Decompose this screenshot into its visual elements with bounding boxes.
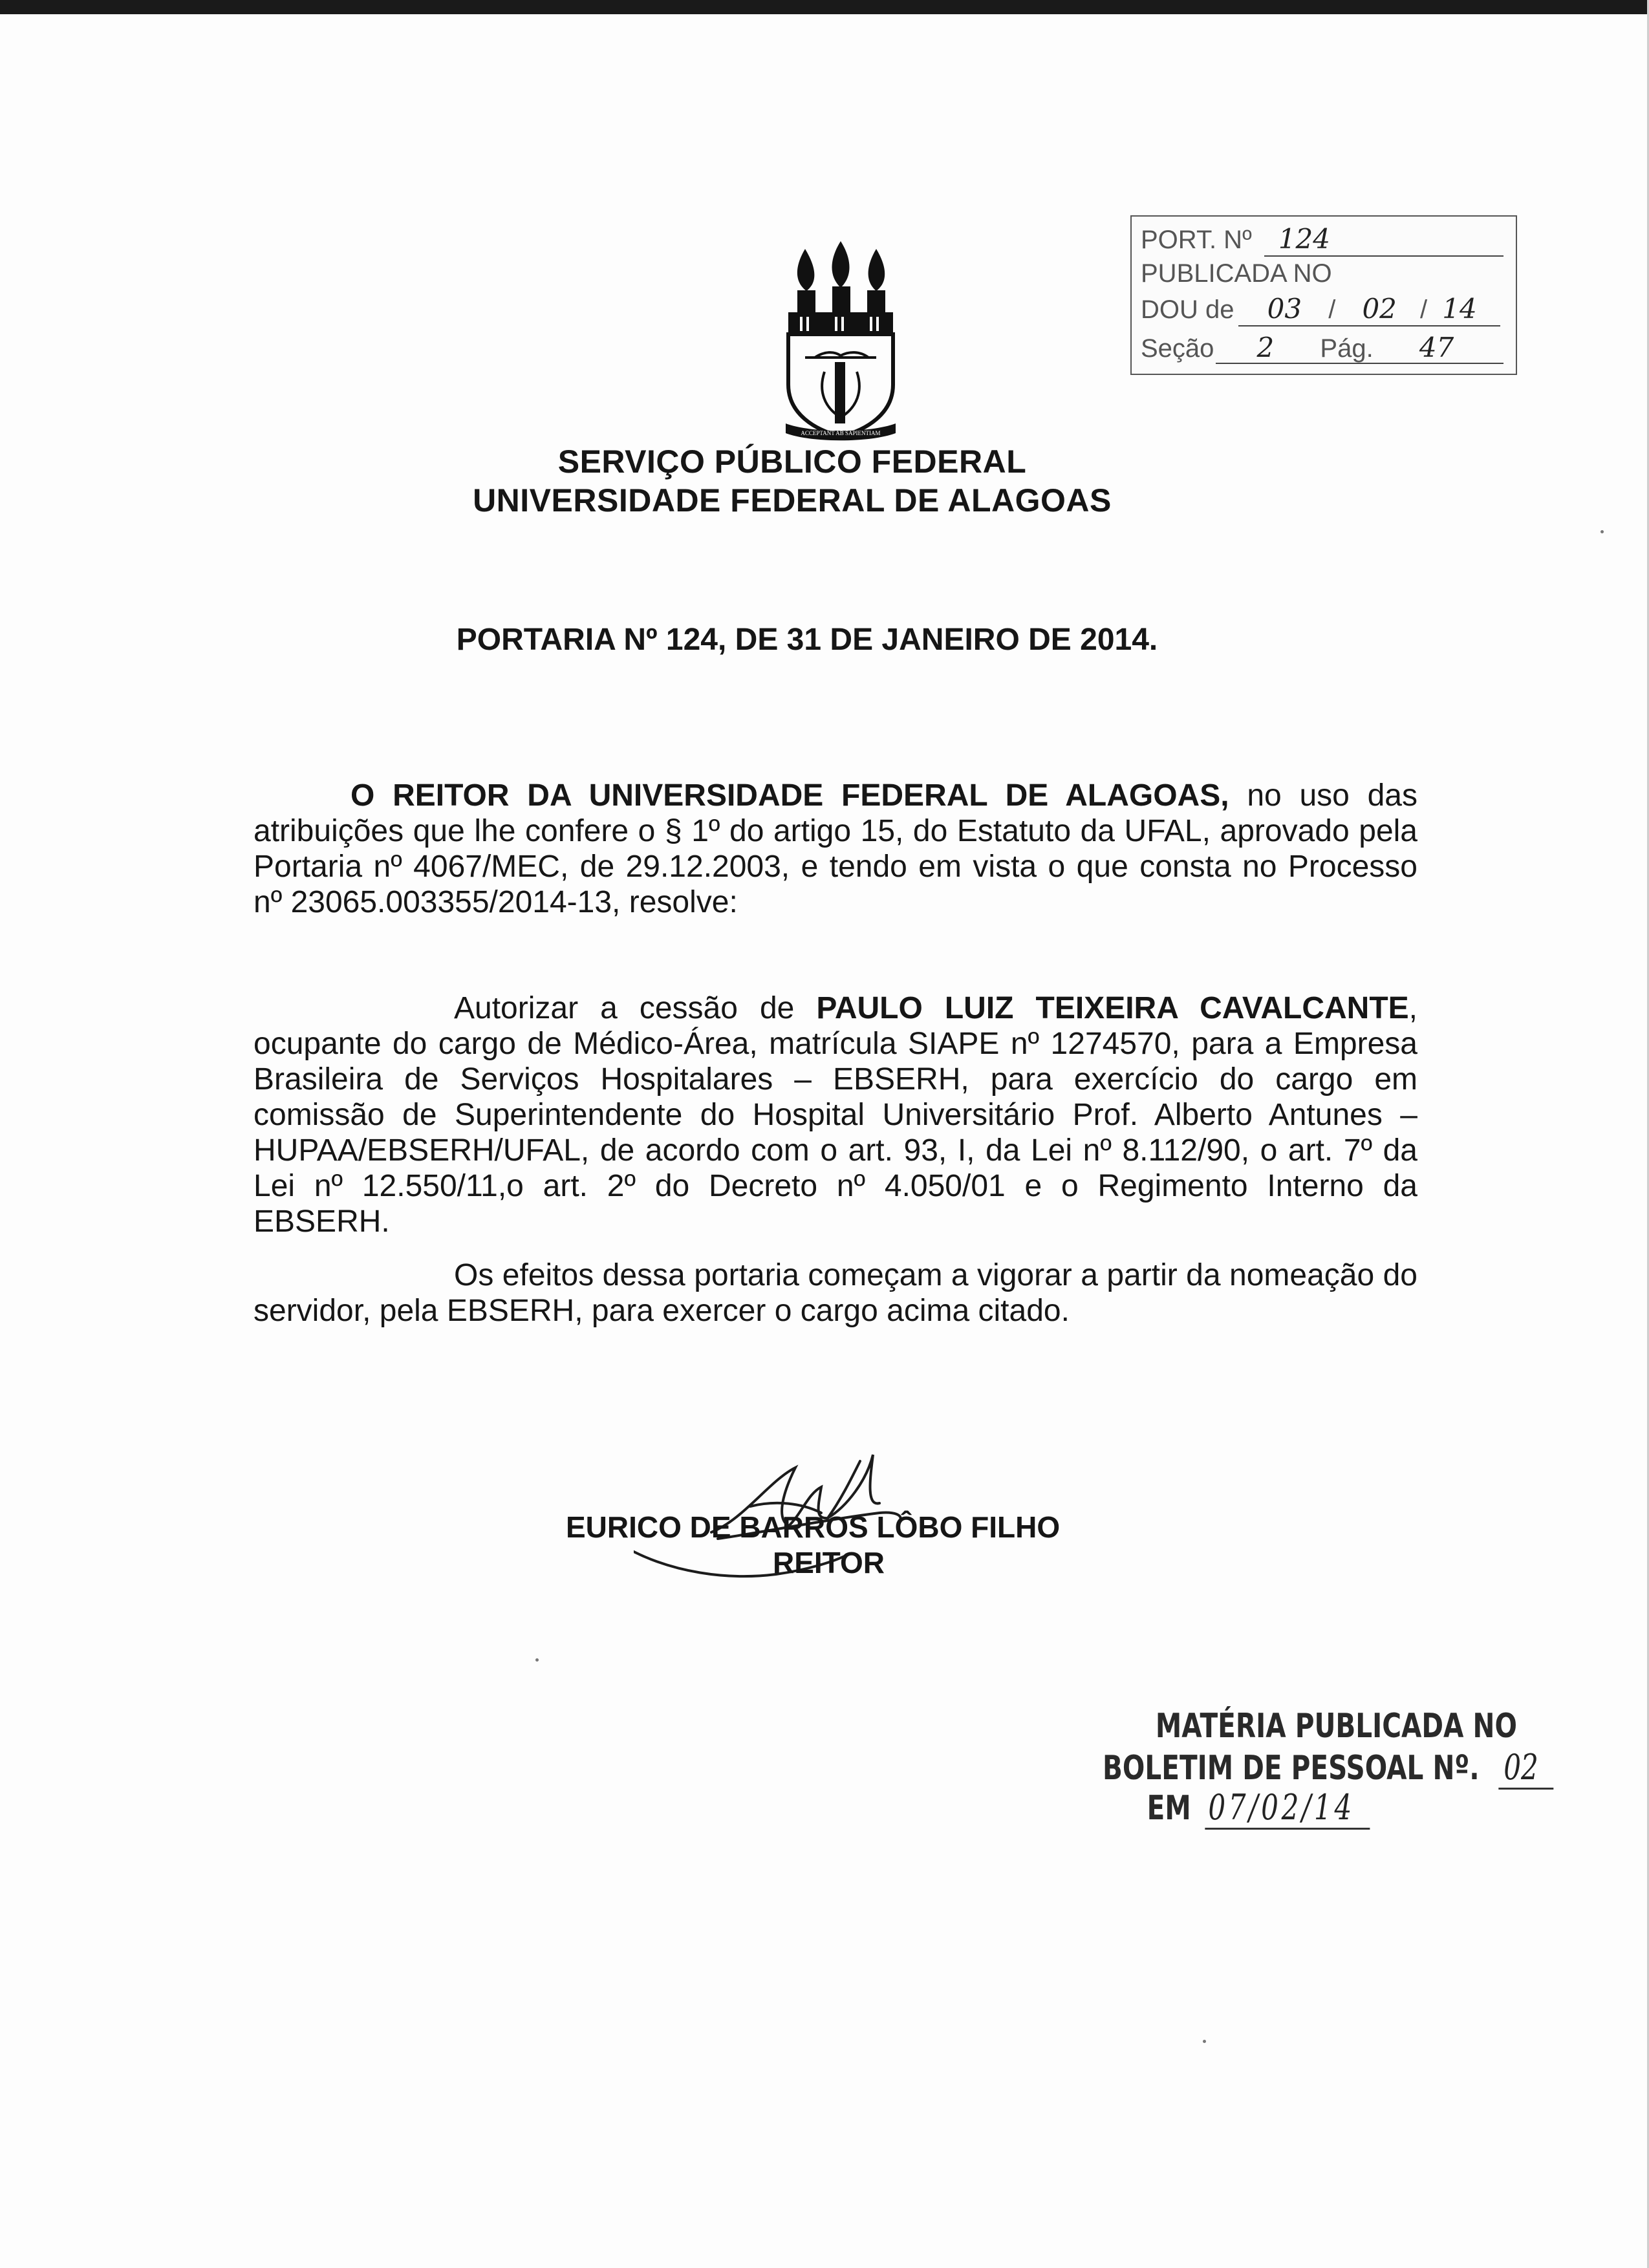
stamp-dou-row: DOU de 03 / 02 / 14 bbox=[1141, 293, 1477, 325]
boletim-line2: BOLETIM DE PESSOAL Nº. 02 bbox=[1103, 1747, 1553, 1788]
paragraph-authorization: Autorizar a cessão de PAULO LUIZ TEIXEIRA CAVALCANTE, ocupante do cargo de Médico-Área, matrícula SIAPE nº 1274570, para a Empresa Brasileira de Serviços Hospitalares – EBSERH, para exercício do cargo em comissão de Superintendente do Hospital Universitário Prof. Alberto Antunes – HUPAA/EBSERH/UFAL, de acordo com o art. 93, I, da Lei nº 8.112/90, o art. 7º da Lei nº 12.550/11,o art. 2º do Decreto nº 4.050/01 e o Regimento Interno da EBSERH. bbox=[253, 991, 1418, 1239]
header-service: SERVIÇO PÚBLICO FEDERAL bbox=[557, 444, 1027, 480]
stamp-dou-label: DOU de bbox=[1141, 295, 1234, 324]
paragraph-preamble: O REITOR DA UNIVERSIDADE FEDERAL DE ALAGOAS, no uso das atribuições que lhe confere o § 1º do artigo 15, do Estatuto da UFAL, aprovado pela Portaria nº 4067/MEC, de 29.12.2003, e tendo em vista o que consta no Processo nº 23065.003355/2014-13, resolve: bbox=[253, 778, 1417, 919]
header-university: UNIVERSIDADE FEDERAL DE ALAGOAS bbox=[473, 482, 1112, 519]
document-title: PORTARIA Nº 124, DE 31 DE JANEIRO DE 2014. bbox=[456, 623, 1158, 657]
boletim-number: 02 bbox=[1498, 1747, 1553, 1790]
dou-publication-stamp bbox=[1130, 215, 1517, 375]
scan-speck bbox=[535, 1658, 539, 1662]
crest-motto: ACCEPTANT AB SAPIENTIAM bbox=[801, 430, 881, 436]
stamp-dou-year: 14 bbox=[1442, 293, 1477, 325]
stamp-dou-month: 02 bbox=[1362, 293, 1397, 325]
stamp-secao-label: Seção bbox=[1141, 334, 1214, 363]
boletim-line3: EM 07/02/14 bbox=[1147, 1787, 1370, 1828]
ufal-crest-icon bbox=[779, 236, 902, 446]
scan-top-border bbox=[0, 0, 1649, 14]
stamp-secao-value: 2 bbox=[1256, 332, 1275, 363]
scan-speck bbox=[1600, 530, 1604, 533]
signatory-role: REITOR bbox=[773, 1546, 885, 1579]
scan-speck bbox=[1203, 2040, 1206, 2043]
employee-name: PAULO LUIZ TEIXEIRA CAVALCANTE bbox=[816, 991, 1409, 1025]
stamp-port-label: PORT. Nº bbox=[1141, 226, 1252, 254]
preamble-authority: O REITOR DA UNIVERSIDADE FEDERAL DE ALAGOAS, bbox=[350, 778, 1229, 813]
stamp-pag-label: Pág. bbox=[1320, 334, 1374, 363]
stamp-port-row bbox=[1141, 223, 1330, 255]
boletim-line1: MATÉRIA PUBLICADA NO bbox=[1155, 1707, 1517, 1746]
stamp-publicada-label: PUBLICADA NO bbox=[1141, 259, 1332, 288]
paragraph-effects: Os efeitos dessa portaria começam a vigorar a partir da nomeação do servidor, pela EBSERH, para exercer o cargo acima citado. bbox=[253, 1258, 1417, 1328]
stamp-secao-row bbox=[1141, 332, 1454, 363]
boletim-date: 07/02/14 bbox=[1205, 1787, 1370, 1830]
stamp-pag-value: 47 bbox=[1419, 332, 1454, 363]
stamp-port-value: 124 bbox=[1278, 223, 1330, 255]
signatory-name: EURICO DE BARROS LÔBO FILHO bbox=[566, 1510, 1061, 1544]
stamp-dou-day: 03 bbox=[1267, 293, 1302, 325]
